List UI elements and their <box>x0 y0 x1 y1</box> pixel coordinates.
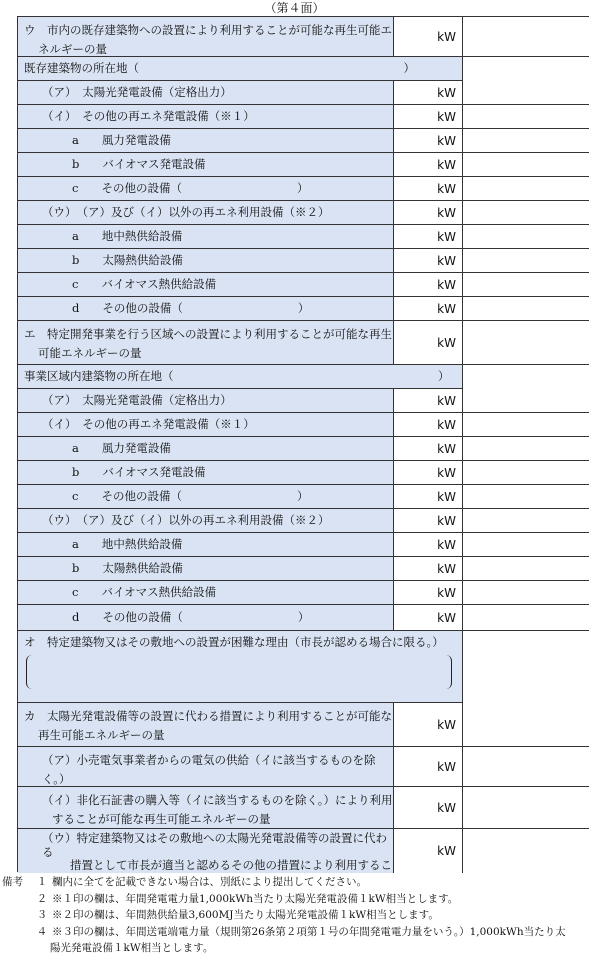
remarks <box>0 874 589 957</box>
row-e-i-c <box>18 485 589 509</box>
row-e-i-a <box>18 437 589 461</box>
e-location-field[interactable]: 事業区域内建築物の所在地（ ） <box>18 365 463 388</box>
row-u-a <box>18 81 589 105</box>
row-u-i-c <box>18 177 589 201</box>
row-e-u-a <box>18 533 589 557</box>
o-cell <box>18 631 463 702</box>
row-u-u-a <box>18 225 589 249</box>
note-3-num: ３ <box>36 909 48 921</box>
u-i-c-unit[interactable]: kW <box>394 177 463 200</box>
note-4 <box>0 924 589 941</box>
e-u-a-unit[interactable]: kW <box>394 533 463 556</box>
ka-i-label <box>18 787 394 828</box>
u-i-a-unit[interactable]: kW <box>394 129 463 152</box>
ka-title-line2: 再生可能エネルギーの量 <box>38 728 165 742</box>
e-i-a-unit[interactable]: kW <box>394 437 463 460</box>
e-title-line2: 可能エネルギーの量 <box>38 346 142 360</box>
row-e-u-b <box>18 557 589 581</box>
e-i-b-unit[interactable]: kW <box>394 461 463 484</box>
u-location-field[interactable]: 既存建築物の所在地（ ） <box>18 57 463 80</box>
row-e-location <box>18 365 463 389</box>
e-u-a-label: a 地中熱供給設備 <box>18 533 394 556</box>
e-title-line1: エ 特定開発事業を行う区域への設置により利用することが可能な再生 <box>24 327 392 341</box>
row-u-title <box>18 17 589 57</box>
ka-title-line1: カ 太陽光発電設備等の設置に代わる措置により利用することが可能な <box>24 709 392 723</box>
row-u-i-a <box>18 129 589 153</box>
note-2-text: ※１印の欄は、年間発電電力量1,000kWh当たり太陽光発電設備１kW相当とします。 <box>52 892 459 905</box>
ka-a-unit[interactable]: kW <box>394 747 463 786</box>
row-u-u-b <box>18 249 589 273</box>
ka-i-unit[interactable]: kW <box>394 787 463 828</box>
u-title-label <box>18 17 394 56</box>
note-1-num: １ <box>36 876 48 888</box>
e-i-unit[interactable]: kW <box>394 413 463 436</box>
ka-u-line1: （ウ）特定建築物又はその敷地への太陽光発電設備等の設置に代わる <box>42 831 387 859</box>
row-ka-i <box>18 787 589 829</box>
note-1 <box>0 874 589 891</box>
row-e-i <box>18 413 589 437</box>
e-i-b-label: b バイオマス発電設備 <box>18 461 394 484</box>
ka-i-line2: することが可能な再生可能エネルギーの量 <box>52 812 271 826</box>
e-i-a-label: a 風力発電設備 <box>18 437 394 460</box>
u-i-b-label: b バイオマス発電設備 <box>18 153 394 176</box>
ka-a-label <box>18 747 394 786</box>
u-i-a-label: a 風力発電設備 <box>18 129 394 152</box>
note-4-num: ４ <box>36 925 48 938</box>
u-u-c-unit[interactable]: kW <box>394 273 463 296</box>
ka-title-unit[interactable]: kW <box>394 703 463 746</box>
u-u-a-label: a 地中熱供給設備 <box>18 225 394 248</box>
page-title: （第４面） <box>264 1 325 15</box>
row-u-i-b <box>18 153 589 177</box>
note-3 <box>0 907 589 924</box>
row-u-u-c <box>18 273 589 297</box>
e-u-d-label: d その他の設備（ ） <box>18 605 394 630</box>
u-i-label: （イ） その他の再エネ発電設備（※１） <box>18 105 394 128</box>
ka-a-line1: （ア）小売電気事業者からの電気の供給（イに該当するものを除く。） <box>42 753 376 786</box>
row-e-u <box>18 509 589 533</box>
e-u-d-unit[interactable]: kW <box>394 605 463 630</box>
e-i-c-unit[interactable]: kW <box>394 485 463 508</box>
row-u-i <box>18 105 589 129</box>
o-title: オ 特定建築物又はその敷地への設置が困難な理由（市長が認める場合に限る。） <box>24 635 444 649</box>
ka-u-line2: 措置として市長が適当と認めるその他の措置により利用するこ <box>70 858 392 872</box>
e-a-label: （ア） 太陽光発電設備（定格出力） <box>18 389 394 412</box>
e-u-label: （ウ） （ア）及び（イ）以外の再エネ利用設備（※２） <box>18 509 394 532</box>
note-4-continued: 陽光発電設備１kW相当とします。 <box>50 942 214 954</box>
note-4-text: ※３印の欄は、年間送電端電力量（規則第26条第２項第１号の年間発電電力量をいう。）1,000kWh当たり太 <box>52 925 566 938</box>
o-reason-input[interactable] <box>26 655 452 689</box>
u-u-b-label: b 太陽熱供給設備 <box>18 249 394 272</box>
row-ka-u <box>18 829 589 873</box>
row-e-u-c <box>18 581 589 605</box>
e-i-c-label: c その他の設備（ ） <box>18 485 394 508</box>
e-u-c-unit[interactable]: kW <box>394 581 463 604</box>
u-u-d-unit[interactable]: kW <box>394 297 463 320</box>
row-ka-title <box>18 703 589 747</box>
ka-u-label <box>18 829 394 873</box>
e-title-label <box>18 321 394 364</box>
u-u-c-label: c バイオマス熱供給設備 <box>18 273 394 296</box>
u-i-b-unit[interactable]: kW <box>394 153 463 176</box>
note-2-num: ２ <box>36 892 48 905</box>
ka-u-unit[interactable]: kW <box>394 829 463 873</box>
u-u-a-unit[interactable]: kW <box>394 225 463 248</box>
row-e-u-d <box>18 605 589 631</box>
u-u-d-label: d その他の設備（ ） <box>18 297 394 320</box>
u-i-unit[interactable]: kW <box>394 105 463 128</box>
row-e-i-b <box>18 461 589 485</box>
row-ka-a <box>18 747 589 787</box>
u-a-label: （ア） 太陽光発電設備（定格出力） <box>18 81 394 104</box>
row-u-u-d <box>18 297 589 321</box>
row-e-a <box>18 389 589 413</box>
u-i-c-label: c その他の設備（ ） <box>18 177 394 200</box>
e-u-unit[interactable]: kW <box>394 509 463 532</box>
u-title-line1: ウ 市内の既存建築物への設置により利用することが可能な再生可能エ <box>24 23 392 37</box>
e-u-c-label: c バイオマス熱供給設備 <box>18 581 394 604</box>
e-title-unit[interactable]: kW <box>394 321 463 364</box>
ka-u-line3 <box>42 873 393 874</box>
ka-title-label <box>18 703 394 746</box>
note-2 <box>0 891 589 908</box>
note-3-text: ※２印の欄は、年間熱供給量3,600MJ当たり太陽光発電設備１kW相当とします。 <box>52 909 439 921</box>
energy-form-table <box>17 16 589 872</box>
u-u-label: （ウ） （ア）及び（イ）以外の再エネ利用設備（※２） <box>18 201 394 224</box>
e-i-label: （イ） その他の再エネ発電設備（※１） <box>18 413 394 436</box>
row-e-title <box>18 321 589 365</box>
e-u-b-unit[interactable]: kW <box>394 557 463 580</box>
remarks-heading: 備考 <box>2 876 23 888</box>
ka-i-line1: （イ）非化石証書の購入等（イに該当するものを除く。）により利用 <box>42 793 393 807</box>
u-u-b-unit[interactable]: kW <box>394 249 463 272</box>
e-u-b-label: b 太陽熱供給設備 <box>18 557 394 580</box>
u-title-line2: ネルギーの量 <box>38 42 107 56</box>
e-a-unit[interactable]: kW <box>394 389 463 412</box>
row-u-u <box>18 201 589 225</box>
u-title-unit[interactable]: kW <box>394 17 463 56</box>
row-o <box>18 631 463 703</box>
row-u-location <box>18 57 463 81</box>
note-1-text: 欄内に全てを記載できない場合は、別紙により提出してください。 <box>52 876 367 888</box>
u-u-unit[interactable]: kW <box>394 201 463 224</box>
u-a-unit[interactable]: kW <box>394 81 463 104</box>
